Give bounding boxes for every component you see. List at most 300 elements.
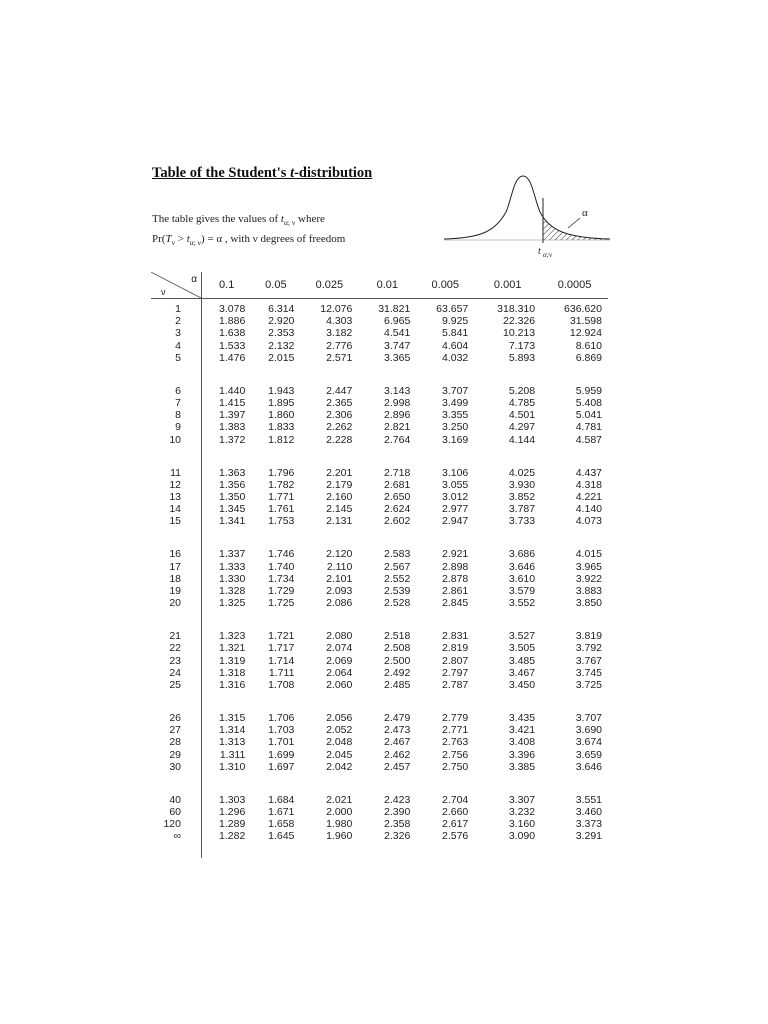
critical-value: 1.303 — [219, 793, 246, 806]
critical-value: 1.714 — [268, 654, 295, 667]
critical-value: 5.041 — [575, 409, 602, 422]
critical-value: 1.356 — [219, 478, 246, 491]
critical-value: 4.541 — [384, 327, 411, 340]
critical-value: 4.318 — [575, 478, 602, 491]
critical-value: 2.306 — [326, 409, 353, 422]
df-cell — [151, 626, 202, 708]
df-value: 13 — [169, 491, 181, 504]
critical-value: 3.467 — [508, 666, 536, 679]
critical-value-cell — [300, 381, 358, 463]
critical-value: 4.144 — [508, 433, 536, 446]
critical-value: 3.435 — [508, 712, 536, 725]
critical-value: 1.397 — [219, 409, 246, 422]
critical-value: 2.390 — [384, 806, 411, 819]
critical-value: 1.321 — [219, 642, 246, 655]
critical-value: 2.567 — [384, 560, 411, 573]
description-line-1 — [152, 213, 325, 227]
critical-value: 1.341 — [219, 515, 246, 528]
critical-value-cell — [474, 463, 541, 545]
critical-value: 1.684 — [268, 793, 295, 806]
critical-value: 2.015 — [268, 351, 295, 364]
critical-value: 2.228 — [326, 433, 353, 446]
critical-value: 2.467 — [384, 736, 411, 749]
t-label: t — [538, 246, 541, 257]
critical-value-cell — [541, 299, 608, 381]
critical-value: 2.518 — [384, 630, 411, 643]
critical-value: 3.250 — [441, 421, 469, 434]
title-suffix: -distribution — [294, 165, 373, 181]
critical-value: 6.869 — [575, 351, 602, 364]
critical-value: 2.457 — [384, 760, 411, 773]
critical-value-cell — [474, 544, 541, 626]
critical-value: 1.476 — [219, 351, 246, 364]
critical-value: 3.090 — [508, 830, 536, 843]
critical-value: 1.706 — [268, 712, 295, 725]
critical-value: 2.479 — [384, 712, 411, 725]
critical-value: 3.646 — [575, 760, 602, 773]
critical-value-cell — [474, 381, 541, 463]
desc-text: > — [174, 233, 187, 245]
critical-value: 3.930 — [508, 478, 536, 491]
critical-value: 3.674 — [575, 736, 602, 749]
critical-value-cell — [202, 790, 252, 858]
critical-value: 2.064 — [326, 666, 353, 679]
desc-text: The table gives the values of — [152, 213, 281, 225]
df-value: 14 — [169, 503, 181, 516]
alpha-header: 0.05 — [251, 272, 300, 299]
corner-nu-label: ν — [161, 287, 166, 297]
critical-value: 2.048 — [326, 736, 353, 749]
critical-value: 1.796 — [268, 466, 295, 479]
critical-value-cell — [541, 381, 608, 463]
df-group-row — [151, 381, 608, 463]
critical-value: 3.169 — [441, 433, 469, 446]
critical-value-cell — [358, 544, 416, 626]
df-value: 6 — [175, 384, 181, 397]
df-value: 120 — [163, 818, 181, 831]
critical-value-cell — [358, 381, 416, 463]
desc-t-symbol: t — [280, 213, 284, 225]
critical-value: 2.052 — [326, 724, 353, 737]
critical-value: 2.660 — [441, 806, 469, 819]
critical-value: 3.767 — [575, 654, 602, 667]
critical-value: 2.552 — [384, 572, 411, 585]
critical-value: 2.539 — [384, 585, 411, 598]
alpha-header: 0.001 — [474, 272, 541, 299]
critical-value: 6.965 — [384, 315, 411, 328]
df-cell — [151, 299, 202, 381]
critical-value: 8.610 — [575, 339, 602, 352]
critical-value: 1.638 — [219, 327, 246, 340]
critical-value: 1.345 — [219, 503, 246, 516]
df-value: 22 — [169, 642, 181, 655]
critical-value: 2.080 — [326, 630, 353, 643]
df-group-row — [151, 463, 608, 545]
df-value: 20 — [169, 597, 181, 610]
critical-value: 2.977 — [441, 503, 469, 516]
critical-value: 1.328 — [219, 585, 246, 598]
critical-value-cell — [251, 626, 300, 708]
title-prefix: Table of the Student's — [152, 165, 291, 181]
critical-value-cell — [300, 790, 358, 858]
page-title — [152, 165, 372, 182]
df-value: 24 — [169, 666, 181, 679]
critical-value: 2.756 — [441, 748, 469, 761]
critical-value-cell — [358, 626, 416, 708]
critical-value: 2.131 — [326, 515, 353, 528]
critical-value: 3.745 — [575, 666, 602, 679]
critical-value: 1.833 — [268, 421, 295, 434]
df-value: 27 — [169, 724, 181, 737]
critical-value: 4.032 — [441, 351, 469, 364]
critical-value: 3.551 — [575, 793, 602, 806]
critical-value: 4.015 — [575, 548, 602, 561]
df-value: 4 — [175, 339, 181, 352]
critical-value: 2.583 — [384, 548, 411, 561]
critical-value-cell — [416, 708, 474, 790]
critical-value: 318.310 — [497, 303, 536, 315]
alpha-header: 0.005 — [416, 272, 474, 299]
df-value: 23 — [169, 654, 181, 667]
critical-value: 3.055 — [441, 478, 469, 491]
critical-value: 2.423 — [384, 793, 411, 806]
critical-value: 2.069 — [326, 654, 353, 667]
desc-t-subscript: α; ν — [189, 238, 202, 248]
df-value: 8 — [175, 409, 181, 422]
df-value: 29 — [169, 748, 181, 761]
critical-value: 3.450 — [508, 679, 536, 692]
critical-value: 3.850 — [575, 597, 602, 610]
alpha-header-row — [151, 272, 608, 299]
critical-value: 2.179 — [326, 478, 353, 491]
critical-value: 1.645 — [268, 830, 295, 843]
critical-value-cell — [541, 463, 608, 545]
critical-value: 2.132 — [268, 339, 295, 352]
critical-value-cell — [358, 463, 416, 545]
critical-value-cell — [300, 544, 358, 626]
critical-value: 3.232 — [508, 806, 536, 819]
critical-value: 2.353 — [268, 327, 295, 340]
critical-value: 1.314 — [219, 724, 246, 737]
critical-value: 2.074 — [326, 642, 353, 655]
desc-t-subscript: α; ν — [283, 218, 296, 228]
critical-value: 3.646 — [508, 560, 536, 573]
critical-value: 1.771 — [268, 491, 295, 504]
critical-value: 1.350 — [219, 491, 246, 504]
df-cell — [151, 708, 202, 790]
critical-value: 1.313 — [219, 736, 246, 749]
critical-value-cell — [251, 790, 300, 858]
critical-value: 2.120 — [326, 548, 353, 561]
critical-value: 3.408 — [508, 736, 536, 749]
critical-value: 4.785 — [508, 397, 536, 410]
critical-value-cell — [416, 790, 474, 858]
critical-value-cell — [300, 626, 358, 708]
critical-value: 1.782 — [268, 478, 295, 491]
critical-value: 2.763 — [441, 736, 469, 749]
critical-value-cell — [300, 299, 358, 381]
critical-value: 4.604 — [441, 339, 469, 352]
df-cell — [151, 544, 202, 626]
critical-value: 2.831 — [441, 630, 469, 643]
critical-value: 1.296 — [219, 806, 246, 819]
critical-value-cell — [202, 299, 252, 381]
critical-value: 2.093 — [326, 585, 353, 598]
critical-value: 3.792 — [575, 642, 602, 655]
critical-value: 1.316 — [219, 679, 246, 692]
critical-value: 1.372 — [219, 433, 246, 446]
critical-value: 2.042 — [326, 760, 353, 773]
critical-value: 2.998 — [384, 397, 411, 410]
critical-value: 3.106 — [441, 466, 469, 479]
critical-value: 2.947 — [441, 515, 469, 528]
critical-value: 3.505 — [508, 642, 536, 655]
critical-value: 12.076 — [320, 303, 353, 315]
critical-value: 4.437 — [575, 466, 602, 479]
critical-value: 1.703 — [268, 724, 295, 737]
critical-value: 1.671 — [268, 806, 295, 819]
critical-value: 3.373 — [575, 818, 602, 831]
critical-value: 2.821 — [384, 421, 411, 434]
critical-value: 2.602 — [384, 515, 411, 528]
critical-value: 1.701 — [268, 736, 295, 749]
critical-value: 2.681 — [384, 478, 411, 491]
critical-value: 1.960 — [326, 830, 353, 843]
critical-value: 1.717 — [268, 642, 295, 655]
critical-value: 10.213 — [502, 327, 536, 340]
critical-value: 1.318 — [219, 666, 246, 679]
critical-value: 1.812 — [268, 433, 295, 446]
critical-value: 63.657 — [436, 303, 469, 315]
critical-value: 1.333 — [219, 560, 246, 573]
df-value: 2 — [175, 315, 181, 328]
critical-value: 3.965 — [575, 560, 602, 573]
df-value: 10 — [169, 433, 181, 446]
critical-value: 3.485 — [508, 654, 536, 667]
critical-value-cell — [416, 626, 474, 708]
critical-value: 3.460 — [575, 806, 602, 819]
critical-value: 2.819 — [441, 642, 469, 655]
alpha-pointer — [568, 218, 580, 228]
alpha-header: 0.025 — [300, 272, 358, 299]
critical-value: 2.086 — [326, 597, 353, 610]
critical-value: 2.045 — [326, 748, 353, 761]
df-group-row — [151, 299, 608, 381]
critical-value: 3.421 — [508, 724, 536, 737]
critical-value: 1.311 — [219, 748, 246, 761]
critical-value-cell — [416, 463, 474, 545]
critical-value: 2.771 — [441, 724, 469, 737]
critical-value: 2.704 — [441, 793, 469, 806]
critical-value: 1.895 — [268, 397, 295, 410]
critical-value: 4.140 — [575, 503, 602, 516]
corner-cell — [151, 272, 202, 299]
df-group-row — [151, 790, 608, 858]
critical-value: 3.686 — [508, 548, 536, 561]
critical-value: 22.326 — [502, 315, 536, 328]
critical-value: 2.000 — [326, 806, 353, 819]
df-group-row — [151, 626, 608, 708]
critical-value: 3.819 — [575, 630, 602, 643]
critical-value: 2.528 — [384, 597, 411, 610]
critical-value: 3.552 — [508, 597, 536, 610]
critical-value: 1.697 — [268, 760, 295, 773]
df-cell — [151, 381, 202, 463]
critical-value: 2.110 — [326, 560, 353, 573]
critical-value: 1.533 — [219, 339, 246, 352]
critical-value: 2.896 — [384, 409, 411, 422]
critical-value: 2.779 — [441, 712, 469, 725]
critical-value: 3.707 — [441, 384, 469, 397]
df-value: 19 — [169, 585, 181, 598]
df-value: ∞ — [173, 830, 181, 843]
critical-value: 31.598 — [569, 315, 602, 328]
critical-value-cell — [202, 544, 252, 626]
critical-value-cell — [541, 708, 608, 790]
df-value: 60 — [169, 806, 181, 819]
critical-value: 3.725 — [575, 679, 602, 692]
df-value: 1 — [175, 303, 181, 315]
critical-value: 1.658 — [268, 818, 295, 831]
df-value: 28 — [169, 736, 181, 749]
critical-value: 7.173 — [508, 339, 536, 352]
critical-value: 2.021 — [326, 793, 353, 806]
critical-value: 4.587 — [575, 433, 602, 446]
critical-value: 3.355 — [441, 409, 469, 422]
critical-value: 4.501 — [508, 409, 536, 422]
critical-value-cell — [251, 381, 300, 463]
critical-value: 1.323 — [219, 630, 246, 643]
critical-value: 2.101 — [326, 572, 353, 585]
desc-text: where — [295, 213, 325, 225]
critical-value: 4.297 — [508, 421, 536, 434]
critical-value: 3.160 — [508, 818, 536, 831]
critical-value: 5.208 — [508, 384, 536, 397]
critical-value: 2.898 — [441, 560, 469, 573]
critical-value: 1.337 — [219, 548, 246, 561]
df-value: 12 — [169, 478, 181, 491]
critical-value: 5.893 — [508, 351, 536, 364]
critical-value: 3.396 — [508, 748, 536, 761]
critical-value: 6.314 — [268, 303, 295, 315]
critical-value: 2.617 — [441, 818, 469, 831]
critical-value: 4.073 — [575, 515, 602, 528]
critical-value: 1.980 — [326, 818, 353, 831]
critical-value: 4.303 — [326, 315, 353, 328]
critical-value: 2.624 — [384, 503, 411, 516]
critical-value: 636.620 — [564, 303, 602, 315]
critical-value: 1.886 — [219, 315, 246, 328]
critical-value: 1.734 — [268, 572, 295, 585]
critical-value-cell — [358, 790, 416, 858]
critical-value: 2.776 — [326, 339, 353, 352]
desc-text: ) = α , with ν degrees of freedom — [201, 233, 346, 245]
df-value: 15 — [169, 515, 181, 528]
critical-value: 3.659 — [575, 748, 602, 761]
critical-value-cell — [474, 299, 541, 381]
critical-value-cell — [358, 299, 416, 381]
critical-value: 31.821 — [378, 303, 411, 315]
critical-value-cell — [416, 381, 474, 463]
critical-value: 4.025 — [508, 466, 536, 479]
desc-text: Pr( — [152, 233, 166, 245]
critical-value: 1.753 — [268, 515, 295, 528]
critical-value: 3.707 — [575, 712, 602, 725]
critical-value: 1.289 — [219, 818, 246, 831]
df-value: 9 — [175, 421, 181, 434]
critical-value: 3.499 — [441, 397, 469, 410]
corner-alpha-label: α — [191, 274, 197, 285]
critical-value: 1.319 — [219, 654, 246, 667]
df-value: 11 — [170, 466, 181, 479]
critical-value-cell — [251, 463, 300, 545]
critical-value-cell — [541, 790, 608, 858]
critical-value: 2.145 — [326, 503, 353, 516]
critical-value: 4.221 — [575, 491, 602, 504]
df-value: 25 — [169, 679, 181, 692]
critical-value: 2.056 — [326, 712, 353, 725]
critical-value-cell — [474, 708, 541, 790]
desc-T-symbol: T — [165, 233, 172, 245]
df-value: 40 — [169, 793, 181, 806]
desc-t-symbol: t — [186, 233, 190, 245]
critical-value: 2.473 — [384, 724, 411, 737]
df-value: 5 — [175, 351, 181, 364]
critical-value: 2.861 — [441, 585, 469, 598]
critical-value-cell — [251, 299, 300, 381]
critical-value: 3.527 — [508, 630, 536, 643]
critical-value-cell — [300, 708, 358, 790]
critical-value: 1.721 — [268, 630, 295, 643]
critical-value: 2.845 — [441, 597, 469, 610]
critical-value: 2.201 — [326, 466, 353, 479]
critical-value: 3.365 — [384, 351, 411, 364]
critical-value-cell — [251, 708, 300, 790]
critical-value: 5.841 — [441, 327, 469, 340]
critical-value-cell — [358, 708, 416, 790]
critical-value: 2.326 — [384, 830, 411, 843]
critical-value: 2.358 — [384, 818, 411, 831]
critical-value: 1.310 — [219, 760, 246, 773]
critical-value: 1.383 — [219, 421, 246, 434]
critical-value: 2.571 — [326, 351, 353, 364]
df-value: 3 — [175, 327, 181, 340]
critical-value: 2.787 — [441, 679, 469, 692]
critical-value: 1.282 — [219, 830, 246, 843]
description-line-2 — [152, 233, 345, 247]
critical-value: 1.943 — [268, 384, 295, 397]
critical-value-cell — [202, 381, 252, 463]
critical-value: 2.750 — [441, 760, 469, 773]
alpha-header: 0.1 — [202, 272, 252, 299]
distribution-curve-figure — [440, 168, 615, 260]
critical-value: 3.143 — [384, 384, 411, 397]
critical-value: 1.363 — [219, 466, 246, 479]
critical-value: 2.576 — [441, 830, 469, 843]
critical-value: 2.462 — [384, 748, 411, 761]
critical-value: 3.012 — [441, 491, 469, 504]
critical-value: 1.725 — [268, 597, 295, 610]
critical-value: 3.385 — [508, 760, 536, 773]
critical-value: 3.747 — [384, 339, 411, 352]
critical-value: 2.807 — [441, 654, 469, 667]
critical-value: 1.315 — [219, 712, 246, 725]
critical-value: 1.699 — [268, 748, 295, 761]
critical-value: 1.708 — [268, 679, 295, 692]
critical-value-cell — [541, 544, 608, 626]
df-value: 30 — [169, 760, 181, 773]
critical-value: 2.485 — [384, 679, 411, 692]
